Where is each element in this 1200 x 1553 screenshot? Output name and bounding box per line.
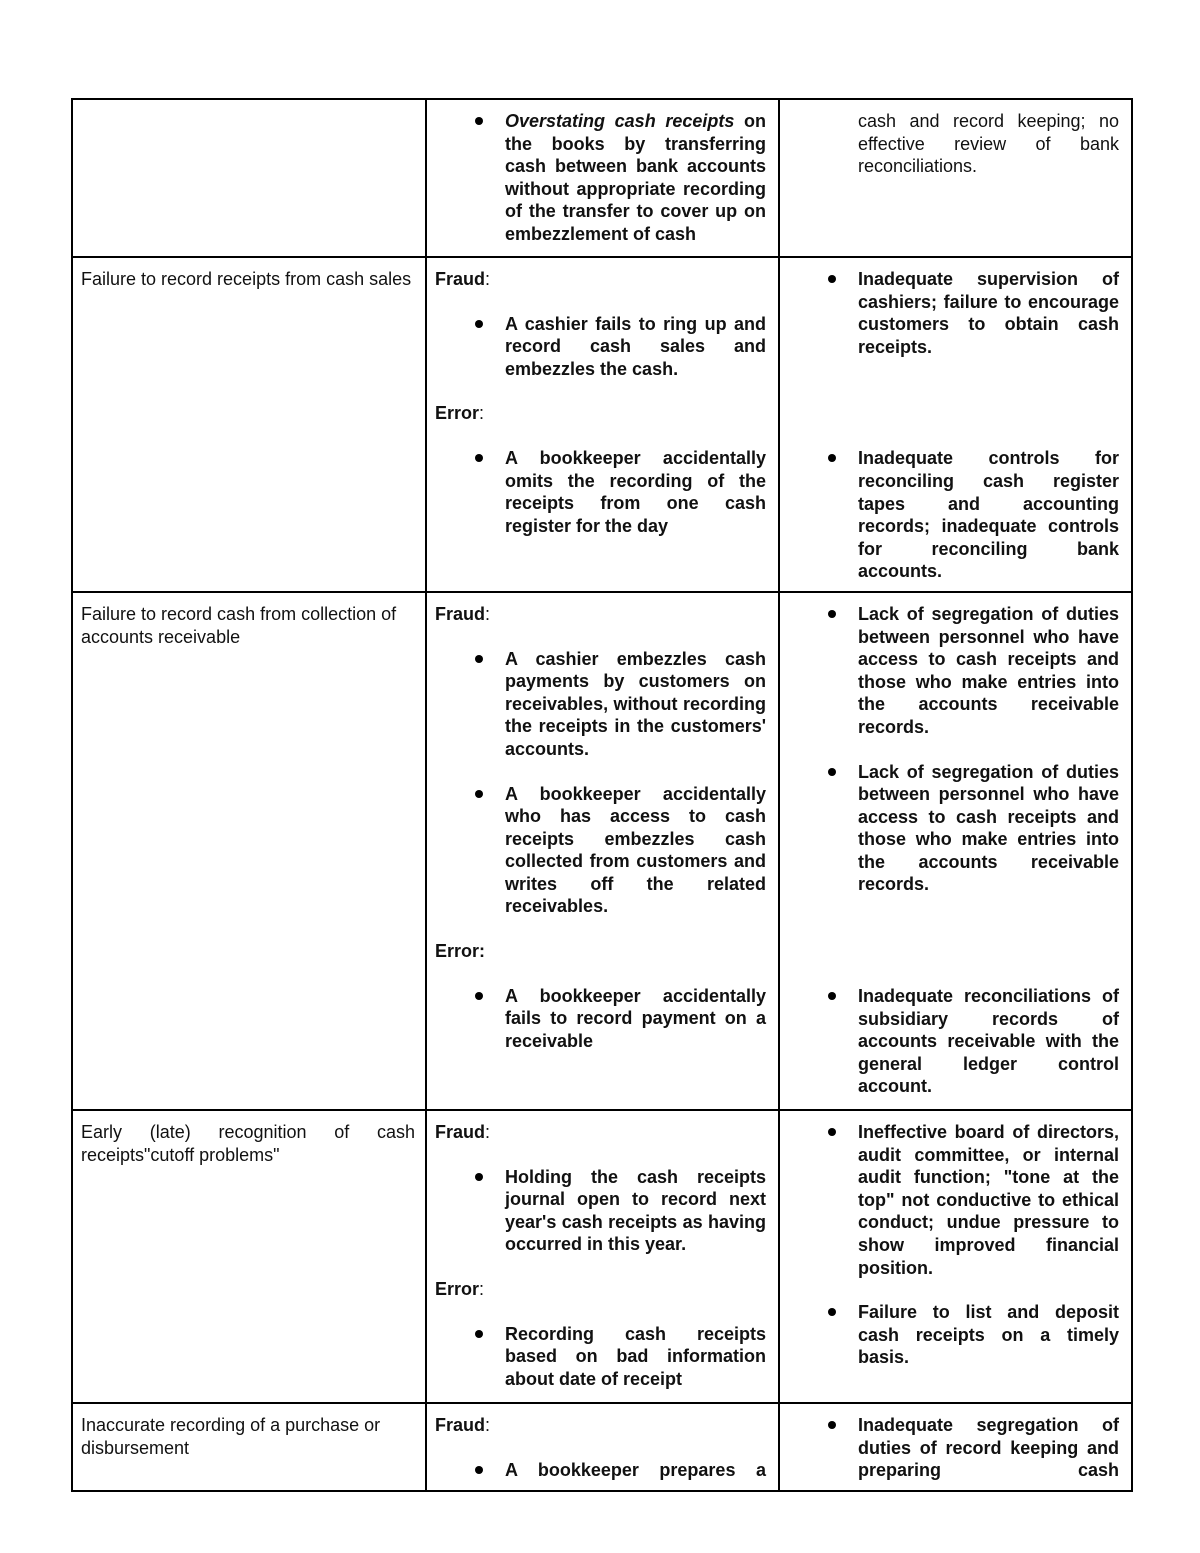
bullet-icon	[828, 275, 836, 283]
list-item: Inadequate reconciliations of subsidiary records of accounts receivable with the general ledger control account.	[788, 985, 1119, 1098]
bullet-icon	[475, 992, 483, 1000]
bullet-icon	[828, 1308, 836, 1316]
bullet-icon	[475, 1466, 483, 1474]
list-item: A bookkeeper accidentally fails to record payment on a receivable	[435, 985, 766, 1053]
error-label: Error:	[435, 403, 485, 424]
bullet-icon	[475, 454, 483, 462]
bullet-icon	[475, 117, 483, 125]
bullet-icon	[828, 768, 836, 776]
bullet-icon	[828, 454, 836, 462]
table-row	[72, 1403, 1132, 1491]
table-row	[72, 99, 1132, 257]
error-label: Error:	[435, 1278, 485, 1299]
bullet-icon	[475, 1173, 483, 1181]
bullet-icon	[475, 1330, 483, 1338]
misstatement-cell: Inaccurate recording of a purchase or disbursement	[72, 1403, 426, 1491]
list-item: Ineffective board of directors, audit committee, or internal audit function; "tone at the top" not conductive to ethical conduct; undue pressure to show improved financial position.	[788, 1121, 1119, 1279]
control-cell	[779, 257, 1132, 592]
bullet-icon	[828, 1421, 836, 1429]
misstatement-cell: Failure to record cash from collection of accounts receivable	[72, 592, 426, 1110]
list-item: Lack of segregation of duties between personnel who have access to cash receipts and those who make entries into the accounts receivable records.	[788, 603, 1119, 739]
list-item: A cashier fails to ring up and record cash sales and embezzles the cash.	[435, 313, 766, 381]
bullet-icon	[475, 320, 483, 328]
list-item: Lack of segregation of duties between personnel who have access to cash receipts and those who make entries into the accounts receivable records.	[788, 761, 1119, 897]
fraud-label: Fraud:	[435, 269, 491, 289]
control-cell	[779, 592, 1132, 1110]
list-item: Inadequate segregation of duties of record keeping and preparing cash	[788, 1414, 1119, 1482]
bullet-icon	[475, 790, 483, 798]
fraud-label: Fraud:	[435, 1121, 491, 1142]
list-item: Holding the cash receipts journal open to record next year's cash receipts as having occurred in this year.	[435, 1166, 766, 1256]
table-row	[72, 257, 1132, 592]
list-item: cash and record keeping; no effective review of bank reconciliations.	[858, 111, 1119, 177]
fraud-label: Fraud:	[435, 603, 491, 624]
example-cell	[426, 99, 779, 257]
control-cell	[779, 99, 1132, 257]
misstatement-cell: Early (late) recognition of cash receipts"cutoff problems"	[72, 1110, 426, 1403]
example-cell	[426, 1110, 779, 1403]
misstatement-cell: Failure to record receipts from cash sales	[72, 257, 426, 592]
control-cell	[779, 1110, 1132, 1403]
list-item: Inadequate controls for reconciling cash register tapes and accounting records; inadequate controls for reconciling bank accounts.	[788, 447, 1119, 583]
misstatement-cell	[72, 99, 426, 257]
bullet-icon	[475, 655, 483, 663]
control-cell	[779, 1403, 1132, 1491]
example-cell	[426, 1403, 779, 1491]
bullet-icon	[828, 1128, 836, 1136]
list-item: Overstating cash receipts on the books by transferring cash between bank accounts without appropriate recording of the transfer to cover up on embezzlement of cash	[435, 110, 766, 246]
example-cell	[426, 592, 779, 1110]
list-item: A bookkeeper accidentally omits the recording of the receipts from one cash register for the day	[435, 447, 766, 537]
example-cell	[426, 257, 779, 592]
bullet-icon	[828, 610, 836, 618]
fraud-label: Fraud:	[435, 1414, 491, 1435]
controls-table	[71, 98, 1133, 1492]
list-item: Recording cash receipts based on bad information about date of receipt	[435, 1323, 766, 1391]
table-row	[72, 1110, 1132, 1403]
list-item: A bookkeeper prepares a	[435, 1459, 766, 1482]
list-item: A bookkeeper accidentally who has access to cash receipts embezzles cash collected from customers and writes off the related receivables.	[435, 783, 766, 919]
list-item: Failure to list and deposit cash receipts on a timely basis.	[788, 1301, 1119, 1369]
error-label: Error:	[435, 941, 486, 962]
bullet-icon	[828, 992, 836, 1000]
list-item: A cashier embezzles cash payments by customers on receivables, without recording the receipts in the customers' accounts.	[435, 648, 766, 761]
table-row	[72, 592, 1132, 1110]
list-item: Inadequate supervision of cashiers; failure to encourage customers to obtain cash receipts.	[788, 268, 1119, 358]
